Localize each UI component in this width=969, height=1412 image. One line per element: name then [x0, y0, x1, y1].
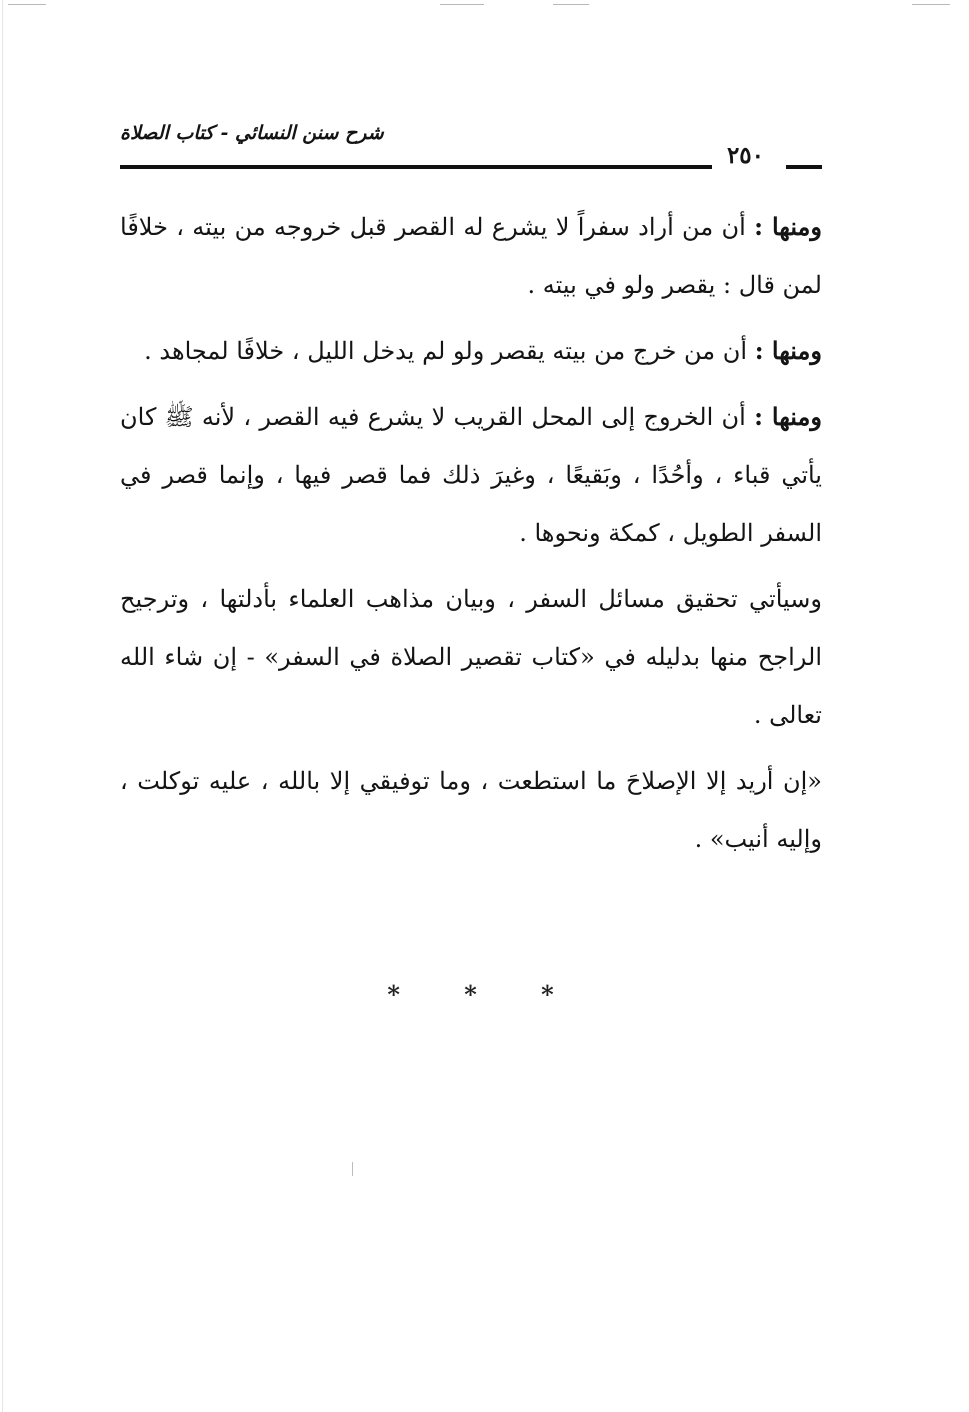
- paragraph-lead: ومنها :: [754, 402, 822, 431]
- paragraph-text: «إن أريد إلا الإصلاحَ ما استطعت ، وما توفيقي إلا بالله ، عليه توكلت ، وإليه أنيب» .: [120, 767, 822, 853]
- header-rule-short: [786, 165, 822, 169]
- paragraph: [120, 198, 822, 314]
- section-divider: * * *: [387, 980, 582, 1009]
- page-number: ٢٥٠: [726, 142, 764, 169]
- scan-mark: [352, 1162, 353, 1176]
- paragraph-lead: ومنها :: [754, 212, 823, 241]
- paragraph: [120, 388, 822, 562]
- paragraph-lead: ومنها :: [754, 336, 822, 365]
- paragraph: [120, 752, 822, 868]
- paragraph-text: أن من خرج من بيته يقصر ولو لم يدخل الليل ، خلافًا لمجاهد .: [144, 337, 755, 365]
- scan-mark: [553, 4, 589, 5]
- paragraph: [120, 570, 822, 744]
- paragraph-text: أن الخروج إلى المحل القريب لا يشرع فيه القصر ، لأنه ﷺ كان يأتي قباء ، وأحُدًا ، وبَقيعًا ، وغيرَ ذلك فما قصر فيها ، وإنما قصر في السفر الطويل ، كمكة ونحوها .: [120, 403, 822, 547]
- scan-mark: [912, 4, 950, 5]
- page-header: [120, 122, 822, 178]
- paragraph-text: وسيأتي تحقيق مسائل السفر ، وبيان مذاهب العلماء بأدلتها ، وترجيح الراجح منها بدليله في «كتاب تقصير الصلاة في السفر» - إن شاء الله تعالى .: [120, 585, 822, 729]
- scan-mark: [440, 4, 484, 5]
- header-rule: [120, 165, 712, 169]
- running-title: شرح سنن النسائي - كتاب الصلاة: [120, 122, 384, 144]
- body-text: [120, 198, 822, 876]
- paragraph-text: أن من أراد سفراً لا يشرع له القصر قبل خروجه من بيته ، خلافًا لمن قال : يقصر ولو في بيته .: [120, 213, 822, 299]
- page-edge-line: [2, 0, 3, 1412]
- scan-mark: [8, 4, 46, 5]
- paragraph: [120, 322, 822, 380]
